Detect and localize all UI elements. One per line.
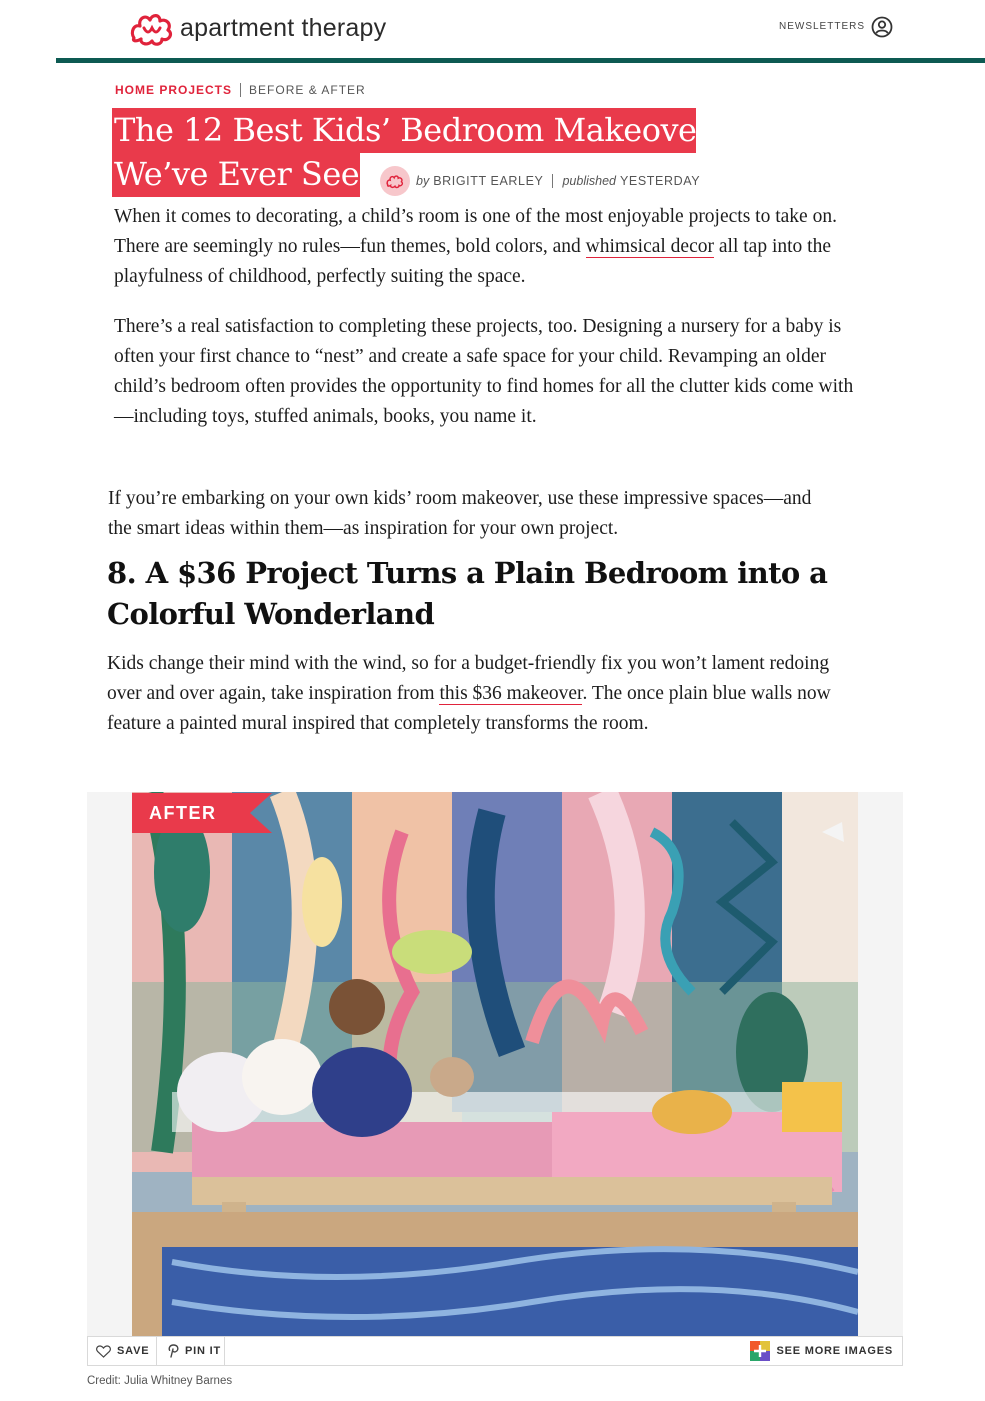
site-header [0,0,985,64]
byline-by: by [416,174,430,188]
header-divider [56,58,985,63]
photo-credit: Credit: Julia Whitney Barnes [87,1375,233,1387]
makeover-link[interactable]: this $36 makeover [439,683,583,704]
article-paragraph-3: If you’re embarking on your own kids’ room makeover, use these impressive spaces—and the smart ideas within them—as inspiration for your own project. [108,488,812,539]
bedroom-mural-illustration [132,792,858,1337]
photo-toolbar [87,1336,903,1366]
breadcrumb-home-projects[interactable]: HOME PROJECTS [115,83,233,97]
article-paragraph-1 [114,202,849,292]
see-more-label: SEE MORE IMAGES [776,1345,893,1357]
author-name[interactable]: BRIGITT EARLEY [433,174,544,188]
pinterest-icon [168,1344,179,1358]
save-button[interactable] [88,1337,157,1365]
paragraph-text: . The once plain blue walls now feature a painted mural inspired that completely transforms the room. [107,683,831,734]
user-account-icon[interactable] [871,16,893,38]
section-heading: 8. A $36 Project Turns a Plain Bedroom into a Colorful Wonderland [107,556,828,631]
heart-icon [96,1345,111,1358]
paragraph-text: all tap into the playfulness of childhood, perfectly suiting the space. [114,236,831,287]
logo-text: apartment therapy [180,13,387,42]
whimsical-decor-link[interactable]: whimsical decor [585,236,714,257]
breadcrumb-divider [240,83,241,97]
article-paragraph-2: There’s a real satisfaction to completing these projects, too. Designing a nursery for a baby is often your first chance to “nest” and create a safe space for your child. Revamping an older child’s bedroom often provides the opportunity to find homes for all the clutter kids come with—including toys, stuffed animals, books, you name it. [114,316,854,427]
save-label: SAVE [117,1345,150,1357]
pin-label: PIN IT [185,1345,221,1357]
article-paragraph-4 [107,649,847,739]
gallery-icon [750,1341,770,1361]
author-avatar [380,166,410,196]
article-title-line-1: The 12 Best Kids’ Bedroom Makeovers [112,108,696,153]
after-badge-label: AFTER [149,803,217,823]
paragraph-text: Kids change their mind with the wind, so for a budget-friendly fix you won’t lament redoing over and over again, take inspiration from [107,653,830,704]
article-byline [380,166,700,196]
byline-published: published [562,174,616,188]
pin-it-button[interactable] [157,1337,225,1365]
published-date: YESTERDAY [620,174,701,188]
newsletters-link[interactable]: NEWSLETTERS [779,21,866,32]
logo-mark-icon [128,8,176,48]
breadcrumb [115,83,366,97]
bedroom-photo[interactable] [132,792,858,1337]
article-title-line-2: We’ve Ever Seen [112,152,360,197]
breadcrumb-before-after[interactable]: BEFORE & AFTER [249,83,366,97]
site-logo[interactable] [128,8,386,48]
byline-divider [552,174,553,188]
paragraph-text: When it comes to decorating, a child’s room is one of the most enjoyable projects to take on. There are seemingly no rules—fun themes, bold colors, and [114,206,837,257]
see-more-images-button[interactable] [742,1337,902,1365]
author-logo-icon [385,173,405,189]
